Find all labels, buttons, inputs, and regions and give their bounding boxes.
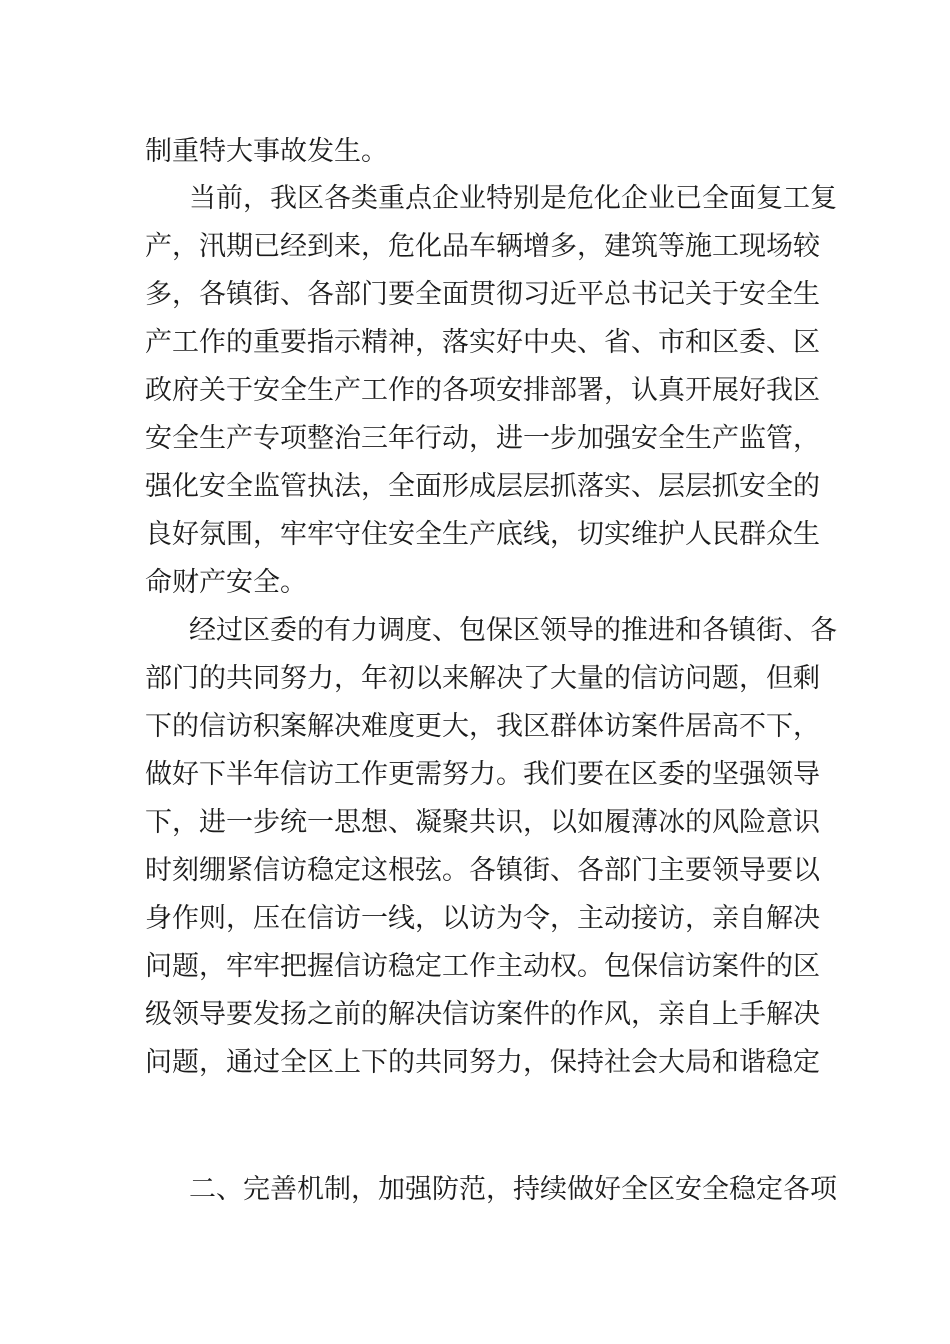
text-line: 下的信访积案解决难度更大，我区群体访案件居高不下，	[145, 711, 820, 742]
text-line: 身作则，压在信访一线，以访为令，主动接访，亲自解决	[145, 903, 820, 934]
text-line: 问题，牢牢把握信访稳定工作主动权。包保信访案件的区	[145, 951, 820, 982]
text-line: 级领导要发扬之前的解决信访案件的作风，亲自上手解决	[145, 999, 820, 1030]
section-heading: 二、完善机制，加强防范，持续做好全区安全稳定各项	[189, 1174, 837, 1205]
text-line: 部门的共同努力，年初以来解决了大量的信访问题，但剩	[145, 663, 820, 694]
text-line: 问题，通过全区上下的共同努力，保持社会大局和谐稳定	[145, 1047, 820, 1078]
text-line: 做好下半年信访工作更需努力。我们要在区委的坚强领导	[145, 759, 820, 790]
text-line: 良好氛围，牢牢守住安全生产底线，切实维护人民群众生	[145, 519, 820, 550]
text-line: 多，各镇街、各部门要全面贯彻习近平总书记关于安全生	[145, 279, 820, 310]
text-line: 政府关于安全生产工作的各项安排部署，认真开展好我区	[145, 375, 820, 406]
text-line: 制重特大事故发生。	[145, 136, 388, 167]
text-line: 命财产安全。	[145, 567, 307, 598]
text-line: 强化安全监管执法，全面形成层层抓落实、层层抓安全的	[145, 471, 820, 502]
text-line: 时刻绷紧信访稳定这根弦。各镇街、各部门主要领导要以	[145, 855, 820, 886]
text-line: 下，进一步统一思想、凝聚共识，以如履薄冰的风险意识	[145, 807, 820, 838]
text-line: 当前，我区各类重点企业特别是危化企业已全面复工复	[189, 183, 837, 214]
text-line: 经过区委的有力调度、包保区领导的推进和各镇街、各	[189, 615, 837, 646]
text-line: 产，汛期已经到来，危化品车辆增多，建筑等施工现场较	[145, 231, 820, 262]
text-line: 产工作的重要指示精神，落实好中央、省、市和区委、区	[145, 327, 820, 358]
text-line: 安全生产专项整治三年行动，进一步加强安全生产监管，	[145, 423, 820, 454]
